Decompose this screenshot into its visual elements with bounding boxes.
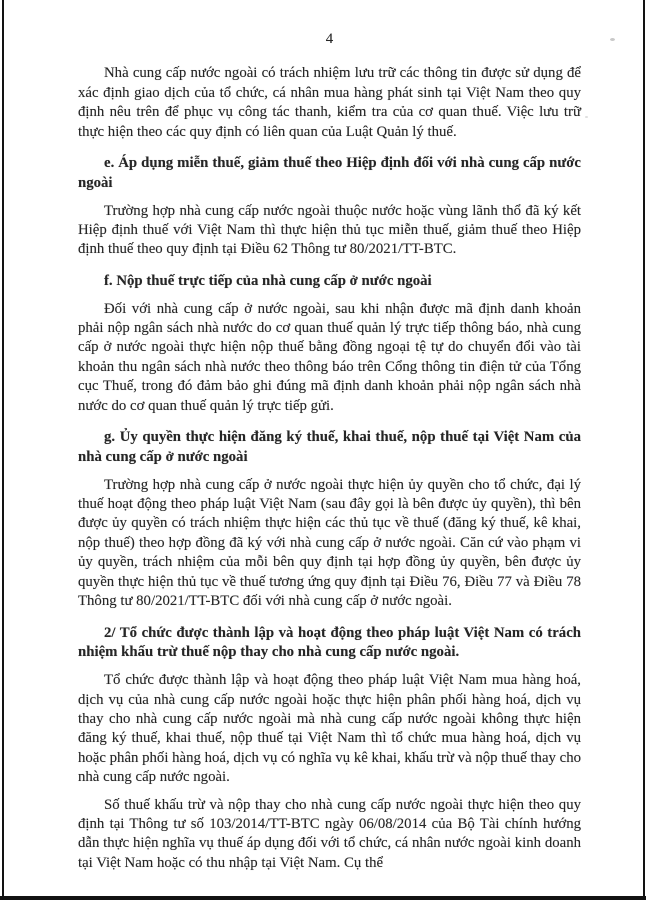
section-heading-e: e. Áp dụng miễn thuế, giảm thuế theo Hiệp định đối với nhà cung cấp nước ngoài bbox=[78, 155, 581, 191]
section-heading-g: g. Ủy quyền thực hiện đăng ký thuế, khai thuế, nộp thuế tại Việt Nam của nhà cung cấp ở nước ngoài bbox=[78, 429, 581, 465]
scan-speck bbox=[610, 38, 615, 41]
scan-speck bbox=[585, 116, 588, 118]
paragraph-direct-tax-payment: Đối với nhà cung cấp ở nước ngoài, sau khi nhận được mã định danh khoản phải nộp ngân sách nhà nước do cơ quan thuế quản lý trực tiếp thông báo, nhà cung cấp ở nước ngoài thực hiện nộp thuế bằng đồng ngoại tệ tự do chuyển đổi vào tài khoản thu ngân sách nhà nước theo thông báo trên Cổng thông tin điện tử của Tổng cục Thuế, trong đó đảm bảo ghi đúng mã định danh khoản phải nộp ngân sách nhà nước do cơ quan thuế quản lý trực tiếp gửi. bbox=[78, 300, 581, 414]
paragraph-authorization: Trường hợp nhà cung cấp ở nước ngoài thực hiện ủy quyền cho tổ chức, đại lý thuế hoạt động theo pháp luật Việt Nam (sau đây gọi là bên được ủy quyền), thì bên được ủy quyền có trách nhiệm thực hiện các thủ tục về thuế (đăng ký thuế, kê khai, nộp thuế) theo hợp đồng đã ký với nhà cung cấp ở nước ngoài. Căn cứ vào phạm vi ủy quyền, trách nhiệm của mỗi bên quy định tại hợp đồng ủy quyền, bên được ủy quyền thực hiện thủ tục về thuế tương ứng quy định tại Điều 76, Điều 77 và Điều 78 Thông tư 80/2021/TT-BTC đối với nhà cung cấp ở nước ngoài. bbox=[78, 476, 581, 610]
document-content bbox=[78, 30, 581, 873]
section-heading-2: 2/ Tổ chức được thành lập và hoạt động theo pháp luật Việt Nam có trách nhiệm khấu trừ thuế nộp thay cho nhà cung cấp nước ngoài. bbox=[78, 624, 581, 661]
scan-border-right bbox=[643, 0, 645, 900]
paragraph-withholding-amount: Số thuế khấu trừ và nộp thay cho nhà cung cấp nước ngoài thực hiện theo quy định tại Thông tư số 103/2014/TT-BTC ngày 06/08/2014 của Bộ Tài chính hướng dẫn thực hiện nghĩa vụ thuế áp dụng đối với tổ chức, cá nhân nước ngoài kinh doanh tại Việt Nam hoặc có thu nhập tại Việt Nam. Cụ thể bbox=[78, 796, 581, 871]
page-number: 4 bbox=[325, 31, 334, 47]
section-heading-f: f. Nộp thuế trực tiếp của nhà cung cấp ở nước ngoài bbox=[104, 272, 432, 289]
paragraph-tax-treaty: Trường hợp nhà cung cấp nước ngoài thuộc nước hoặc vùng lãnh thổ đã ký kết Hiệp định thuế với Việt Nam thì thực hiện thủ tục miễn thuế, giảm thuế theo Hiệp định thuế theo quy định tại Điều 62 Thông tư 80/2021/TT-BTC. bbox=[78, 202, 581, 258]
paragraph-record-keeping: Nhà cung cấp nước ngoài có trách nhiệm lưu trữ các thông tin được sử dụng để xác định giao dịch của tổ chức, cá nhân mua hàng phát sinh tại Việt Nam theo quy định nêu trên để phục vụ công tác thanh, kiểm tra của cơ quan thuế. Việc lưu trữ thực hiện theo các quy định có liên quan của Luật Quản lý thuế. bbox=[78, 65, 581, 140]
paragraph-withholding-obligation: Tổ chức được thành lập và hoạt động theo pháp luật Việt Nam mua hàng hoá, dịch vụ của nhà cung cấp nước ngoài hoặc thực hiện phân phối hàng hoá, dịch vụ thay cho nhà cung cấp nước ngoài mà nhà cung cấp nước ngoài không thực hiện đăng ký thuế, khai thuế, nộp thuế tại Việt Nam thì tổ chức mua hàng hoá, dịch vụ hoặc phân phối hàng hoá, dịch vụ có nghĩa vụ kê khai, khấu trừ và nộp thuế thay cho nhà cung cấp nước ngoài. bbox=[78, 672, 581, 786]
scan-border-left bbox=[2, 0, 4, 900]
scan-border-bottom bbox=[0, 896, 646, 900]
